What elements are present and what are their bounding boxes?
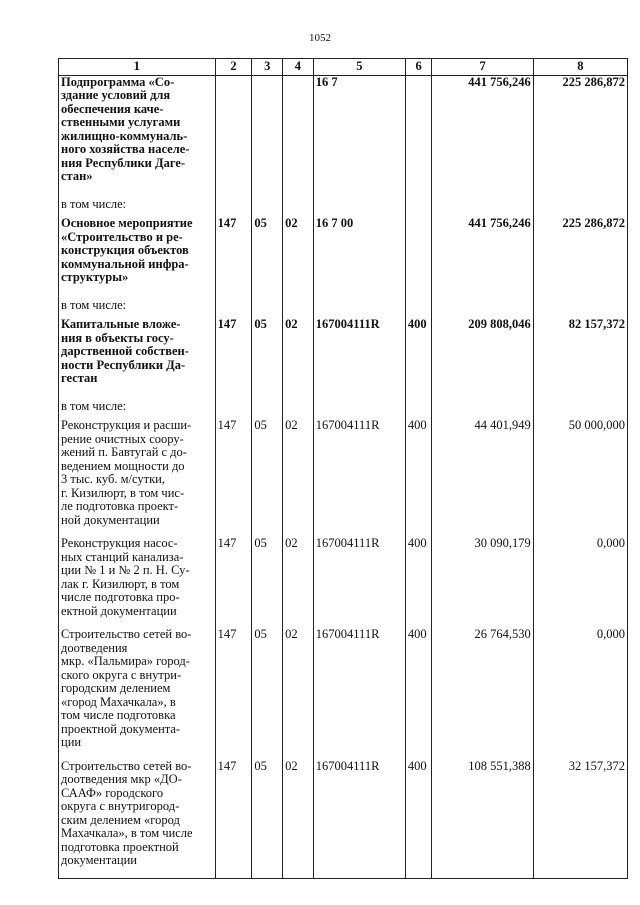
item-name-cell: Строительство сетей во- доотведения мкр. «Пальмира» город- ского округа с внутри- городским делением «город Махачкала», в том числе подготовка проектной документа- ции — [59, 628, 216, 760]
subsection-cell: 02 — [283, 217, 314, 295]
empty-cell — [533, 396, 627, 420]
empty-cell — [405, 295, 432, 319]
subsection-cell: 02 — [283, 537, 314, 628]
code-admin-cell — [215, 75, 252, 194]
item-name-cell: Капитальные вложе- ния в объекты госу- дарственной собствен- ности Республики Да- гестан — [59, 318, 216, 396]
table-row — [59, 217, 628, 295]
empty-cell — [432, 295, 533, 319]
target-article-cell: 167004111R — [313, 760, 405, 879]
empty-cell — [405, 194, 432, 218]
column-header-3: 3 — [252, 59, 283, 76]
amount-year1-cell: 26 764,530 — [432, 628, 533, 760]
table-row — [59, 760, 628, 879]
header-row — [59, 59, 628, 76]
section-cell: 05 — [252, 760, 283, 879]
column-header-5: 5 — [313, 59, 405, 76]
table-row — [59, 75, 628, 194]
empty-cell — [252, 396, 283, 420]
column-header-6: 6 — [405, 59, 432, 76]
amount-year1-cell: 209 808,046 — [432, 318, 533, 396]
empty-cell — [283, 194, 314, 218]
amount-year1-cell: 30 090,179 — [432, 537, 533, 628]
target-article-cell: 167004111R — [313, 537, 405, 628]
empty-cell — [215, 295, 252, 319]
section-cell: 05 — [252, 537, 283, 628]
empty-cell — [215, 396, 252, 420]
column-header-4: 4 — [283, 59, 314, 76]
empty-cell — [313, 396, 405, 420]
section-cell: 05 — [252, 318, 283, 396]
code-admin-cell: 147 — [215, 760, 252, 879]
code-admin-cell: 147 — [215, 419, 252, 537]
table-row — [59, 628, 628, 760]
table-row — [59, 537, 628, 628]
expense-type-cell: 400 — [405, 628, 432, 760]
amount-year2-cell: 50 000,000 — [533, 419, 627, 537]
column-header-2: 2 — [215, 59, 252, 76]
table-header — [59, 59, 628, 76]
empty-cell — [283, 396, 314, 420]
expense-type-cell: 400 — [405, 419, 432, 537]
section-cell: 05 — [252, 419, 283, 537]
empty-cell — [432, 396, 533, 420]
budget-table — [58, 58, 628, 879]
amount-year2-cell: 225 286,872 — [533, 217, 627, 295]
expense-type-cell: 400 — [405, 537, 432, 628]
expense-type-cell — [405, 75, 432, 194]
amount-year2-cell: 0,000 — [533, 628, 627, 760]
target-article-cell: 167004111R — [313, 318, 405, 396]
amount-year2-cell: 82 157,372 — [533, 318, 627, 396]
item-name-cell: Основное мероприятие «Строительство и ре- конструкция объектов коммунальной инфра- структуры» — [59, 217, 216, 295]
target-article-cell: 167004111R — [313, 628, 405, 760]
subheading-row — [59, 194, 628, 218]
expense-type-cell: 400 — [405, 318, 432, 396]
amount-year1-cell: 441 756,246 — [432, 75, 533, 194]
table-body — [59, 75, 628, 878]
empty-cell — [405, 396, 432, 420]
code-admin-cell: 147 — [215, 217, 252, 295]
subsection-cell — [283, 75, 314, 194]
item-name-cell: Подпрограмма «Со- здание условий для обеспечения каче- ственными услугами жилищно-коммуналь- ного хозяйства населе- ния Республики Даге- стан» — [59, 75, 216, 194]
amount-year1-cell: 44 401,949 — [432, 419, 533, 537]
expense-type-cell — [405, 217, 432, 295]
empty-cell — [533, 295, 627, 319]
subheading-row — [59, 396, 628, 420]
amount-year1-cell: 108 551,388 — [432, 760, 533, 879]
subheading-text: в том числе: — [59, 194, 216, 218]
column-header-7: 7 — [432, 59, 533, 76]
subsection-cell: 02 — [283, 628, 314, 760]
expense-type-cell: 400 — [405, 760, 432, 879]
amount-year2-cell: 225 286,872 — [533, 75, 627, 194]
code-admin-cell: 147 — [215, 628, 252, 760]
subsection-cell: 02 — [283, 318, 314, 396]
amount-year2-cell: 0,000 — [533, 537, 627, 628]
item-name-cell: Строительство сетей во- доотведения мкр «ДО- СААФ» городского округа с внутригород- ским делением «город Махачкала», в том числе подготовка проектной документации — [59, 760, 216, 879]
amount-year1-cell: 441 756,246 — [432, 217, 533, 295]
target-article-cell: 167004111R — [313, 419, 405, 537]
item-name-cell: Реконструкция и расши- рение очистных соору- жений п. Бавтугай с до- ведением мощности до 3 тыс. куб. м/сутки, г. Кизилюрт, в том чис- ле подготовка проект- ной документации — [59, 419, 216, 537]
empty-cell — [533, 194, 627, 218]
section-cell: 05 — [252, 217, 283, 295]
subheading-text: в том числе: — [59, 396, 216, 420]
section-cell — [252, 75, 283, 194]
empty-cell — [252, 194, 283, 218]
empty-cell — [313, 194, 405, 218]
target-article-cell: 16 7 — [313, 75, 405, 194]
target-article-cell: 16 7 00 — [313, 217, 405, 295]
code-admin-cell: 147 — [215, 318, 252, 396]
subheading-text: в том числе: — [59, 295, 216, 319]
column-header-1: 1 — [59, 59, 216, 76]
page-number: 1052 — [309, 32, 331, 44]
table-row — [59, 419, 628, 537]
code-admin-cell: 147 — [215, 537, 252, 628]
item-name-cell: Реконструкция насос- ных станций канализа- ции № 1 и № 2 п. Н. Су- лак г. Кизилюрт, в том числе подготовка про- ектной документации — [59, 537, 216, 628]
subsection-cell: 02 — [283, 760, 314, 879]
empty-cell — [252, 295, 283, 319]
column-header-8: 8 — [533, 59, 627, 76]
section-cell: 05 — [252, 628, 283, 760]
table-row — [59, 318, 628, 396]
empty-cell — [313, 295, 405, 319]
empty-cell — [215, 194, 252, 218]
amount-year2-cell: 32 157,372 — [533, 760, 627, 879]
subheading-row — [59, 295, 628, 319]
subsection-cell: 02 — [283, 419, 314, 537]
empty-cell — [283, 295, 314, 319]
empty-cell — [432, 194, 533, 218]
